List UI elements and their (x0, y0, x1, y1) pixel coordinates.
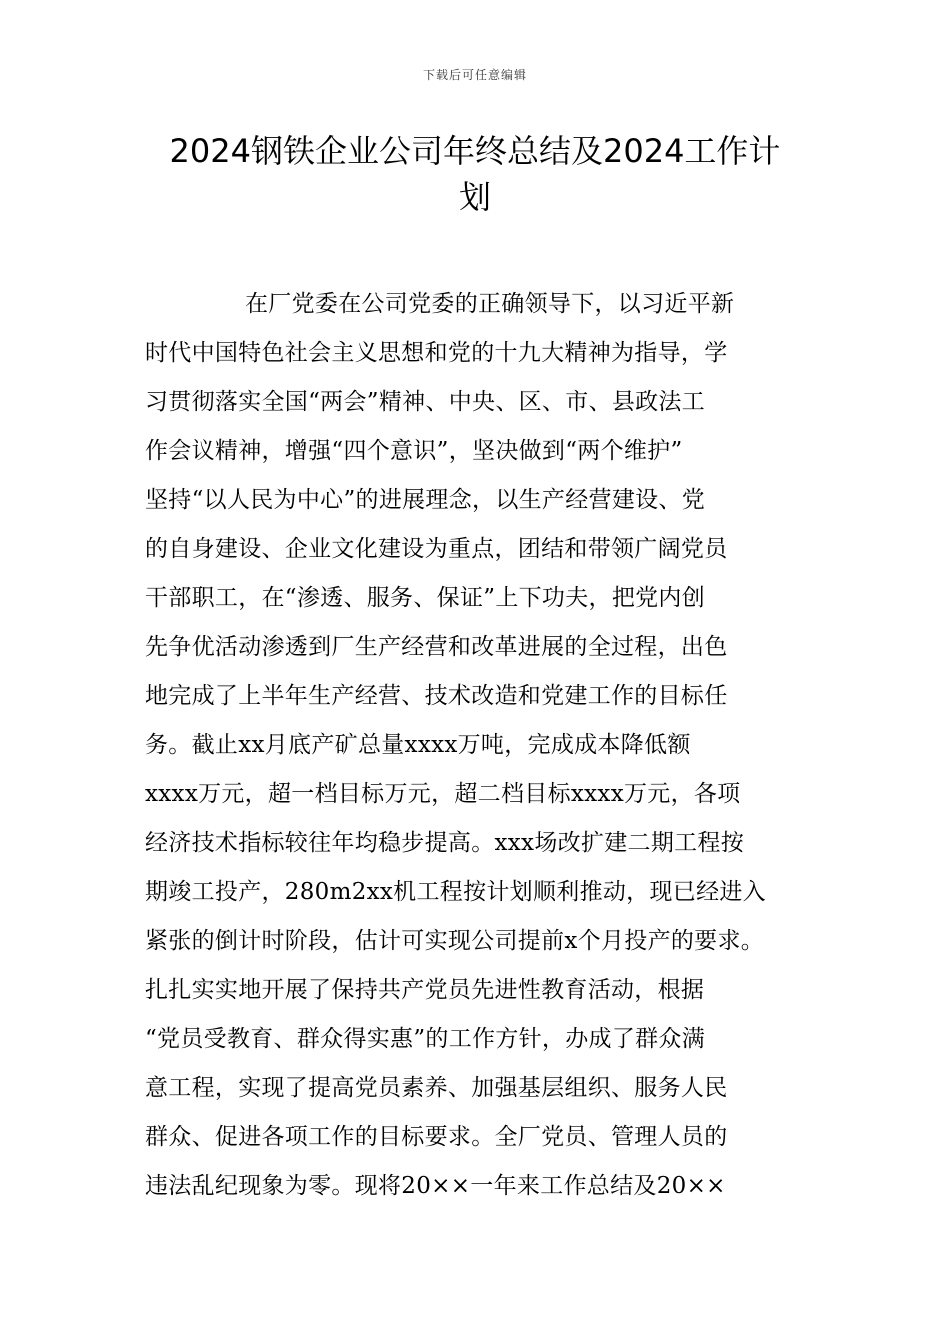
paragraph-line: 作会议精神，增强“四个意识”，坚决做到“两个维护” (145, 438, 683, 464)
paragraph-line: 期竣工投产，280m2xx机工程按计划顺利推动，现已经进入 (145, 879, 766, 905)
paragraph-line: “党员受教育、群众得实惠”的工作方针，办成了群众满 (145, 1026, 706, 1052)
paragraph-line: 坚持“以人民为中心”的进展理念，以生产经营建设、党 (145, 487, 706, 513)
paragraph-line: 的自身建设、企业文化建设为重点，团结和带领广阔党员 (145, 536, 728, 562)
paragraph-line: 习贯彻落实全国“两会”精神、中央、区、市、县政法工 (145, 389, 706, 415)
paragraph-line: 紧张的倒计时阶段，估计可实现公司提前x个月投产的要求。 (145, 928, 765, 954)
title-line: 划 (458, 178, 491, 216)
title-line: 2024钢铁企业公司年终总结及2024工作计 (169, 132, 781, 170)
paragraph-line: 时代中国特色社会主义思想和党的十九大精神为指导，学 (145, 340, 728, 366)
paragraph-line: 意工程，实现了提高党员素养、加强基层组织、服务人民 (145, 1075, 728, 1101)
paragraph-line: 群众、促进各项工作的目标要求。全厂党员、管理人员的 (145, 1124, 728, 1150)
header-note: 下载后可任意编辑 (422, 68, 527, 82)
paragraph-line: 违法乱纪现象为零。现将20××一年来工作总结及20×× (145, 1173, 726, 1199)
paragraph-line: 在厂党委在公司党委的正确领导下，以习近平新 (245, 291, 735, 317)
paragraph-line: 先争优活动渗透到厂生产经营和改革进展的全过程，出色 (145, 634, 728, 660)
paragraph-line: xxxx万元，超一档目标万元，超二档目标xxxx万元，各项 (145, 781, 741, 807)
paragraph-line: 地完成了上半年生产经营、技术改造和党建工作的目标任 (145, 683, 728, 709)
paragraph-line: 务。截止xx月底产矿总量xxxx万吨，完成成本降低额 (145, 732, 691, 758)
paragraph-line: 扎扎实实地开展了保持共产党员先进性教育活动，根据 (145, 977, 705, 1003)
paragraph-line: 经济技术指标较往年均稳步提高。xxx场改扩建二期工程按 (145, 830, 745, 856)
document-title (130, 128, 820, 220)
paragraph-line: 干部职工，在“渗透、服务、保证”上下功夫，把党内创 (145, 585, 706, 611)
body-paragraph (145, 280, 825, 1211)
